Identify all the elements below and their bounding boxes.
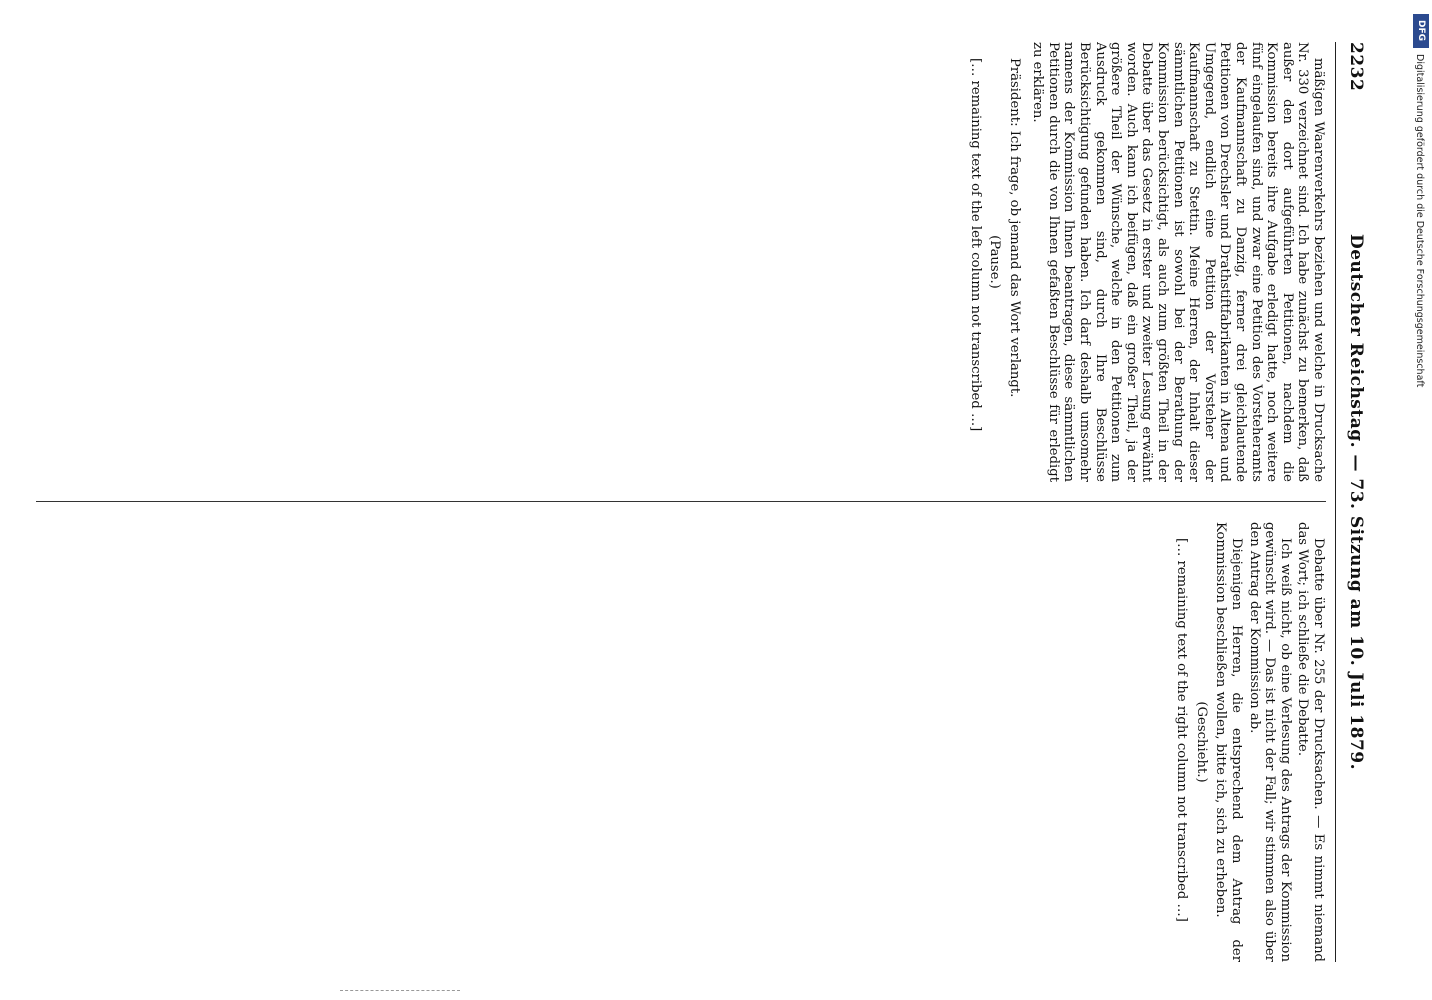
- digitization-notice: Digitalisierung gefördert durch die Deutsche Forschungsgemeinschaft: [1414, 54, 1425, 388]
- dfg-logo: DFG: [1413, 14, 1429, 48]
- paragraph: [… remaining text of the left column not transcribed …]: [967, 58, 983, 432]
- left-text-column: [36, 42, 1326, 482]
- rotated-document-page: [12, 22, 1392, 982]
- right-text-column: [36, 522, 1326, 962]
- paragraph: (Pause.): [987, 235, 1003, 289]
- page-header: [1338, 42, 1372, 962]
- digitization-notice-strip: [1410, 14, 1432, 984]
- page-number: 2232: [1346, 42, 1366, 92]
- paragraph: Debatte über Nr. 255 der Drucksachen. — Es nimmt niemand das Wort; ich schließe die Debatte.: [1295, 522, 1326, 962]
- scan-artifact: [340, 990, 460, 995]
- paragraph: mäßigen Waarenverkehrs beziehen und welche in Drucksache Nr. 330 verzeichnet sind. Ich habe zunächst zu bemerken, daß außer den dort aufgeführten Petitionen, nachdem die Kommission bereits ihre Aufgabe erledigt hatte, noch weitere fünf eingelaufen sind, und zwar eine Petition des Vorsteheramts der Kaufmannschaft zu Danzig, ferner drei gleichlautende Petitionen von Drechsler und Drathstiftfabrikanten in Altena und Umgegend, endlich eine Petition der Vorsteher der Kaufmannschaft zu Stettin. Meine Herren, der Inhalt dieser sämmtlichen Petitionen ist sowohl bei der Berathung der Kommission berücksichtigt, als auch zum größten Theil in der Debatte über das Gesetz in erster und zweiter Lesung erwähnt worden. Auch kann ich beifügen, daß ein großer Theil, ja der größere Theil der Wünsche, welche in den Petitionen zum Ausdruck gekommen sind, durch Ihre Beschlüsse Berücksichtigung gefunden haben. Ich darf deshalb umsomehr namens der Kommission Ihnen beantragen, diese sämmtlichen Petitionen durch die von Ihnen gefaßten Beschlüsse für erledigt zu erklären.: [1030, 42, 1326, 482]
- paragraph: Diejenigen Herren, die entsprechend dem Antrag der Kommission beschließen wollen, bitte ich, sich zu erheben.: [1213, 522, 1245, 962]
- paragraph: [… remaining text of the right column not transcribed …]: [1174, 538, 1190, 922]
- column-divider: [36, 501, 1326, 502]
- paragraph: Ich weiß nicht, ob eine Verlesung des Antrags der Kommission gewünscht wird. — Das ist nicht der Fall; wir stimmen also über den Antrag der Kommission ab.: [1246, 522, 1293, 962]
- paragraph: (Geschieht.): [1193, 701, 1209, 783]
- page-title: Deutscher Reichstag. — 73. Sitzung am 10. Juli 1879.: [1346, 233, 1366, 771]
- paragraph: Präsident: Ich frage, ob jemand das Wort verlangt.: [1006, 58, 1022, 398]
- header-rule: [1335, 42, 1336, 962]
